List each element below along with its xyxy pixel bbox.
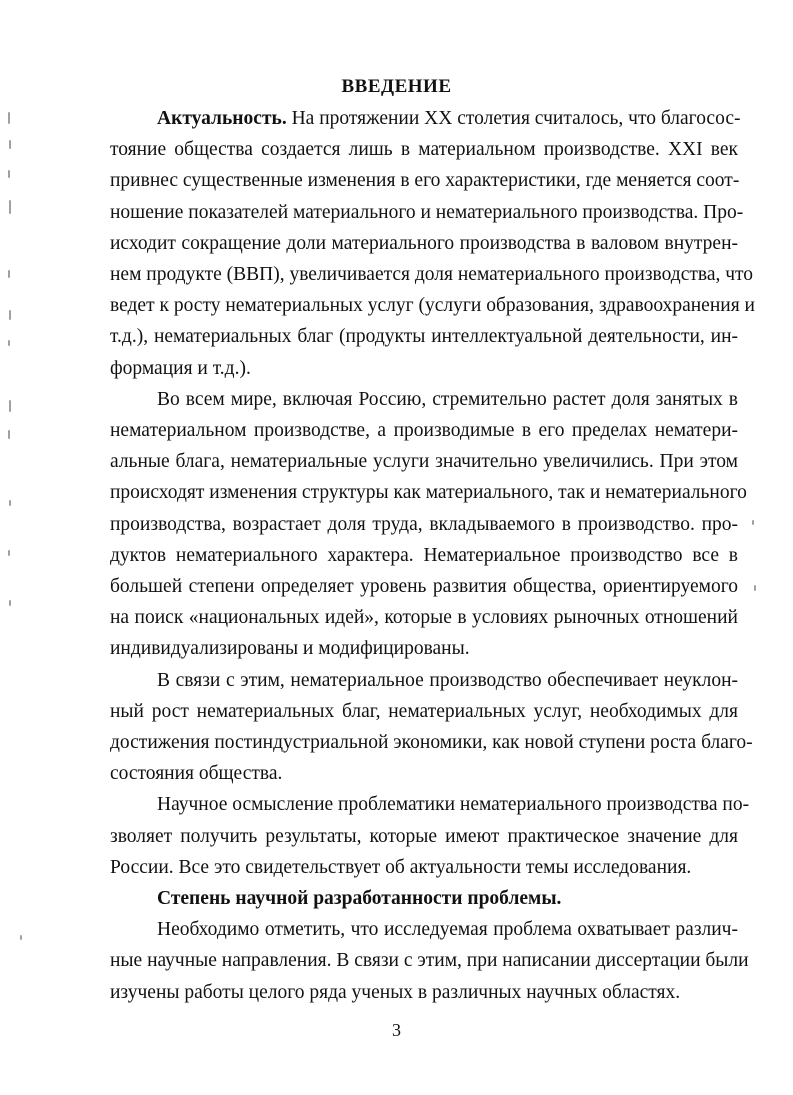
scan-artifact (9, 500, 11, 506)
text-line: нем продукте (ВВП), увеличивается доля нематериального производства, что (110, 264, 754, 285)
text-line: нематериальном производстве, а производимые в его пределах нематери- (110, 420, 738, 441)
text-line: ведет к росту нематериальных услуг (услуги образования, здравоохранения и (110, 295, 755, 316)
text-line: В связи с этим, нематериальное производство обеспечивает неуклон- (157, 670, 738, 691)
text-line: происходят изменения структуры как материального, так и нематериального (110, 482, 747, 503)
scan-artifact (9, 600, 11, 606)
text-line: Научное осмысление проблематики нематериального производства по- (157, 794, 750, 815)
page-title: ВВЕДЕНИЕ (341, 76, 452, 97)
text-line: привнес существенные изменения в его характеристики, где меняется соот- (110, 170, 740, 191)
scan-artifact (8, 340, 10, 346)
text-line: исходит сокращение доли материального производства в валовом внутрен- (110, 233, 738, 254)
scan-artifact (9, 140, 11, 149)
section-subheading: Степень научной разработанности проблемы. (157, 888, 562, 909)
text-line: т.д.), нематериальных благ (продукты интеллектуальной деятельности, ин- (110, 326, 738, 347)
text-line: формация и т.д.). (110, 358, 251, 379)
text-line: индивидуализированы и модифицированы. (110, 638, 470, 659)
text-line: тояние общества создается лишь в материальном производстве. XXI век (110, 139, 738, 160)
scan-artifact (8, 270, 10, 278)
text-line: достижения постиндустриальной экономики, как новой ступени роста благо- (110, 732, 753, 753)
page-number: 3 (392, 1020, 401, 1040)
text-line: России. Все это свидетельствует об актуальности темы исследования. (110, 857, 692, 878)
text-line (157, 107, 741, 131)
scan-artifact (8, 112, 10, 124)
scan-artifact (9, 200, 11, 214)
scan-artifact (8, 170, 10, 178)
text-line: ные научные направления. В связи с этим, при написании диссертации были (110, 950, 749, 971)
text-line: на поиск «национальных идей», которые в условиях рыночных отношений (110, 607, 738, 628)
section-lead: Актуальность. (157, 108, 287, 129)
text-line: большей степени определяет уровень развития общества, ориентируемого (110, 576, 738, 597)
text-line: дуктов нематериального характера. Нематериальное производство все в (110, 545, 738, 566)
text-line: изучены работы целого ряда ученых в различных научных областях. (110, 982, 681, 1003)
text-line: Во всем мире, включая Россию, стремительно растет доля занятых в (157, 389, 738, 410)
scan-artifact (754, 585, 756, 591)
text-run: На протяжении XX столетия считалось, что благосос- (286, 108, 741, 129)
text-line: зволяет получить результаты, которые имеют практическое значение для (110, 826, 738, 847)
scan-artifact (752, 520, 754, 525)
text-line: Необходимо отметить, что исследуемая проблема охватывает различ- (157, 919, 738, 940)
text-line: ный рост нематериальных благ, нематериальных услуг, необходимых для (110, 701, 738, 722)
text-line: состояния общества. (110, 763, 283, 784)
scan-artifact (9, 400, 11, 412)
scan-artifact (9, 310, 11, 320)
text-line: ношение показателей материального и нематериального производства. Про- (110, 202, 744, 223)
text-line: производства, возрастает доля труда, вкладываемого в производство. про- (110, 514, 738, 535)
scan-artifact (20, 935, 22, 940)
scan-artifact (8, 550, 10, 556)
text-line: альные блага, нематериальные услуги значительно увеличились. При этом (110, 451, 738, 472)
scan-artifact (8, 430, 10, 439)
